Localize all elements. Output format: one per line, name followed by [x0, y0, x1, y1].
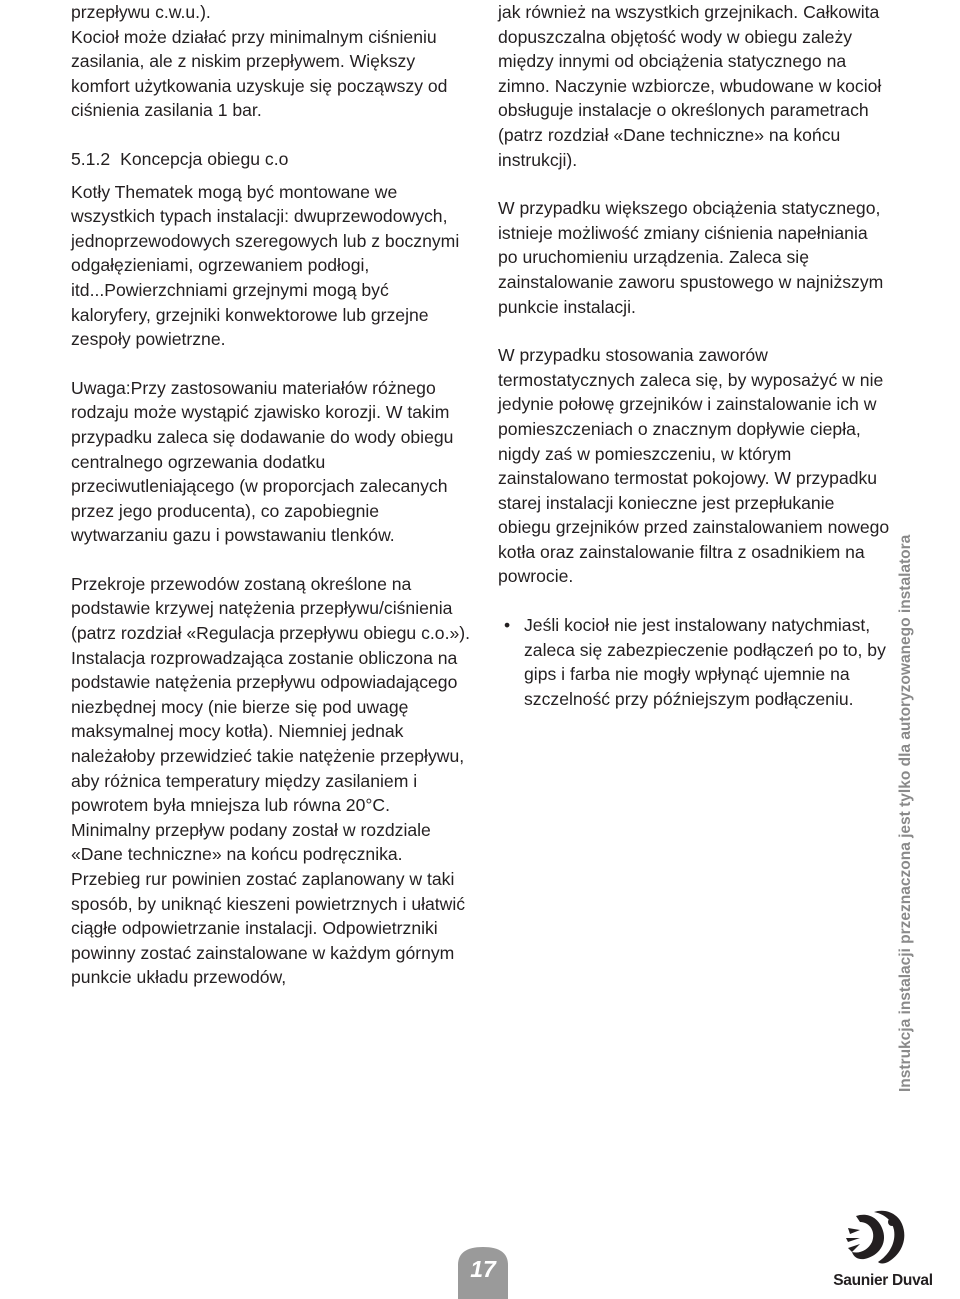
paragraph-static-load: W przypadku większego obciążenia statycznego, istnieje możliwość zmiany ciśnienia napełniania po uruchomieniu urządzenia. Zaleca się zainstalowanie zaworu spustowego w najniższym punkcie instalacji.	[498, 198, 884, 317]
paragraph-water-volume: jak również na wszystkich grzejnikach. Całkowita dopuszczalna objętość wody w obiegu zależy między innymi od obciążenia statycznego na zimno. Naczynie wzbiorcze, wbudowane w kocioł obsługuje instalacje o określonych parametrach (patrz rozdział «Dane techniczne» na końcu instrukcji).	[498, 2, 882, 170]
section-title: Koncepcja obiegu c.o	[120, 148, 289, 169]
right-column	[498, 0, 890, 711]
left-column	[71, 0, 471, 1014]
bullet-item: • Jeśli kocioł nie jest instalowany natychmiast, zaleca się zabezpieczenie podłączeń po to, by gips i farba nie mogły wpłynąć ujemnie na szczelność przy późniejszym podłączeniu.	[498, 613, 890, 711]
page-badge	[448, 1243, 518, 1299]
brand-name: Saunier Duval	[833, 1272, 933, 1289]
bullet-list	[498, 613, 890, 711]
paragraph-min-pressure: przepływu c.w.u.). Kocioł może działać przy minimalnym ciśnieniu zasilania, ale z niskim przepływem. Większy komfort użytkowania uzyskuje się począwszy od ciśnienia zasilania 1 bar.	[71, 2, 448, 121]
paragraph-pipe-sections: Przekroje przewodów zostaną określone na podstawie krzywej natężenia przepływu/ciśnienia (patrz rozdział «Regulacja przepływu obiegu c.o.»). Instalacja rozprowadzająca zostanie obliczona na podstawie natężenia przepływu odpowiadającego niezbędnej mocy (nie bierze się pod uwagę maksymalnej mocy kotła). Niemniej jednak należałoby przewidzieć takie natężenie przepływu, aby różnica temperatury między zasilaniem i powrotem była mniejsza lub równa 20°C. Minimalny przepływ podany został w rozdziale «Dane techniczne» na końcu podręcznika. Przebieg rur powinien zostać zaplanowany w taki sposób, by uniknąć kieszeni powietrznych i ułatwić ciągłe odpowietrzanie instalacji. Odpowietrzniki powinny zostać zainstalowane w każdym górnym punkcie układu przewodów,	[71, 573, 470, 988]
section-heading	[71, 147, 471, 172]
vertical-side-note: Instrukcja instalacji przeznaczona jest tylko dla autoryzowanego instalatora	[897, 534, 914, 1092]
paragraph-corrosion-note: Uwaga:Przy zastosowaniu materiałów różnego rodzaju może wystąpić zjawisko korozji. W takim przypadku zaleca się dodawanie do wody obiegu centralnego ogrzewania dodatku przeciwutleniającego (w proporcjach zalecanych przez jego producenta), co zapobiegnie wytwarzaniu gazu i powstawaniu tlenków.	[71, 377, 454, 546]
paragraph-installation-types: Kotły Thematek mogą być montowane we wszystkich typach instalacji: dwuprzewodowych, jednoprzewodowych szeregowych lub z bocznymi odgałęzieniami, ogrzewaniem podłogi, itd...Powierzchniami grzejnymi mogą być kaloryfery, grzejniki konwektorowe lub grzejne zespoły powietrzne.	[71, 181, 460, 350]
paragraph-thermostatic-valves: W przypadku stosowania zaworów termostatycznych zaleca się, by wyposażyć w nie jedynie połowę grzejników i zainstalowanie ich w pomieszczeniach o znacznym dopływie ciepła, nigdy zaś w pomieszczeniu, w którym zainstalowano termostat pokojowy. W przypadku starej instalacji konieczne jest przepłukanie obiegu grzejników przed zainstalowaniem nowego kotła oraz zainstalowanie filtra z osadnikiem na powrocie.	[498, 345, 890, 587]
brand-logo-icon	[838, 1208, 918, 1272]
section-number: 5.1.2	[71, 148, 111, 169]
page-number: 17	[470, 1256, 496, 1282]
